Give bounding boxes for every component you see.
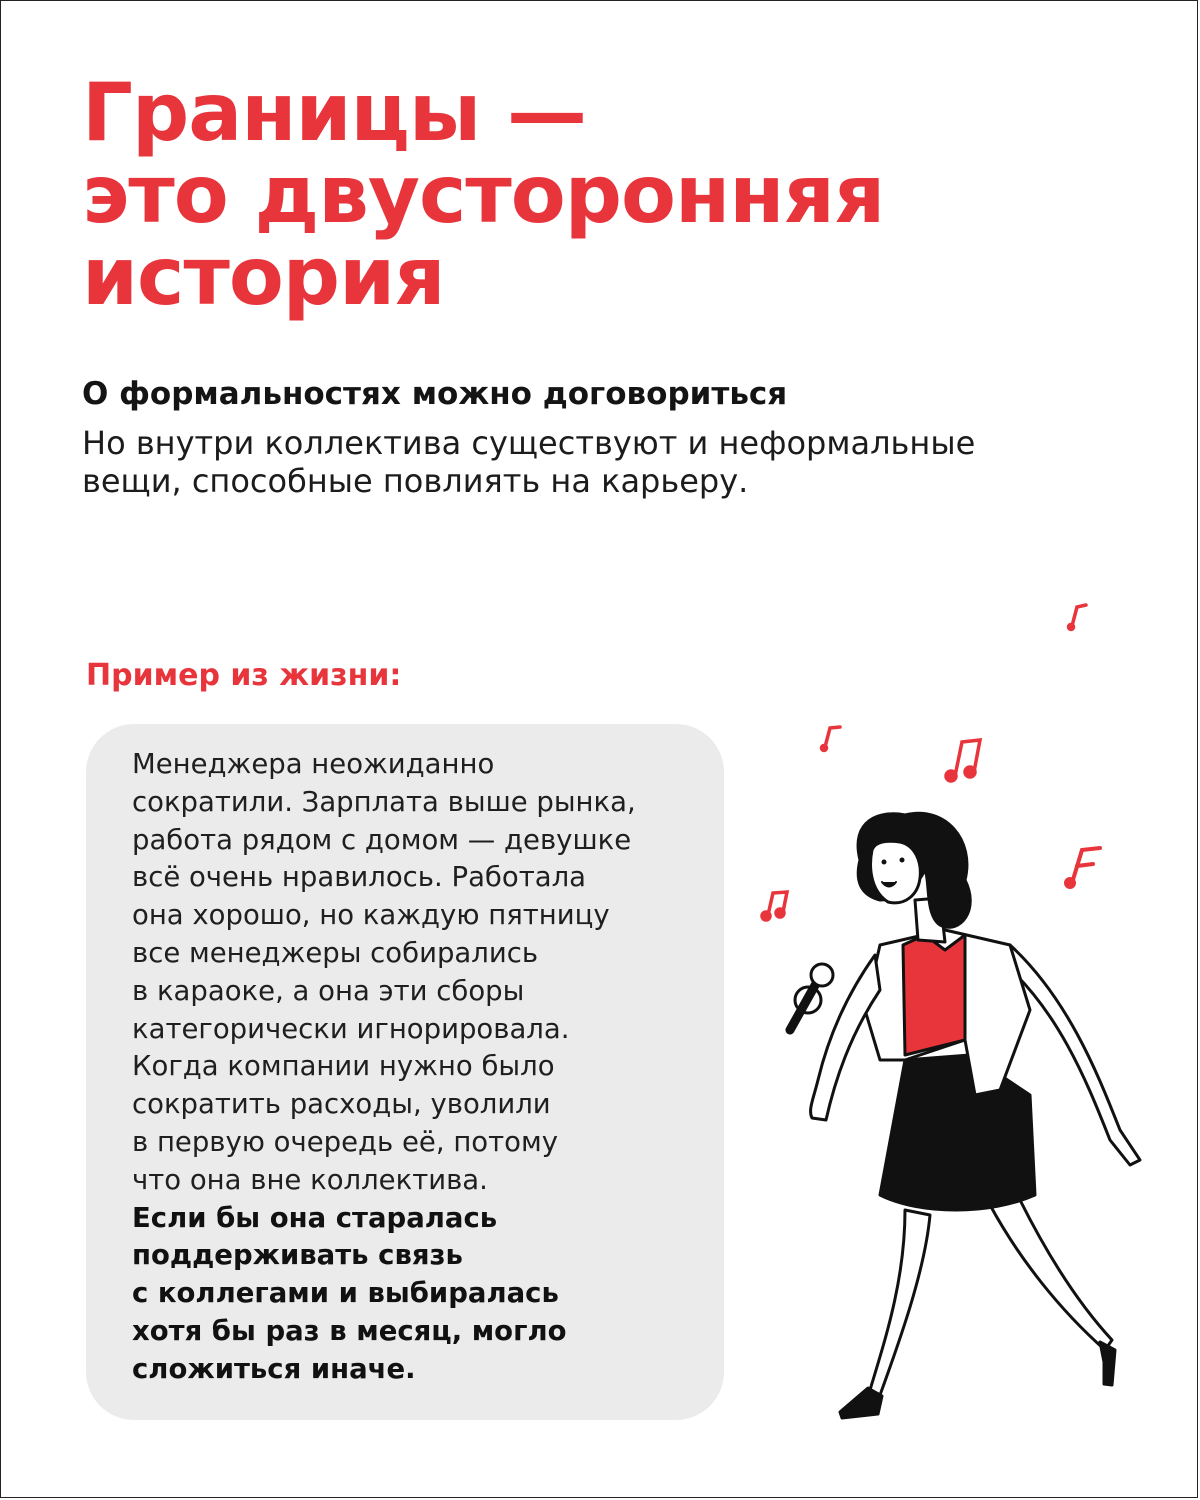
music-note-icon: [1066, 848, 1100, 887]
title-line: история: [82, 230, 445, 323]
story-line: категорически игнорировала.: [132, 1012, 570, 1045]
intro-line: вещи, способные повлиять на карьеру.: [82, 462, 749, 500]
story-conclusion-line: поддерживать связь: [132, 1239, 463, 1272]
woman-figure: [790, 813, 1140, 1418]
story-line: сократили. Зарплата выше рынка,: [132, 785, 636, 818]
music-note-icon: [1069, 605, 1087, 630]
story-conclusion-line: хотя бы раз в месяц, могло: [132, 1314, 567, 1347]
music-note-icon: [946, 740, 980, 781]
intro-text: [82, 424, 1082, 500]
story-conclusion-line: Если бы она старалась: [132, 1201, 498, 1234]
example-label: Пример из жизни:: [86, 658, 402, 693]
page-title: [82, 66, 1042, 323]
story-line: Когда компании нужно было: [132, 1050, 555, 1083]
title-line: Границы —: [82, 66, 587, 159]
story-line: что она вне коллектива.: [132, 1163, 488, 1196]
story-line: сократить расходы, уволили: [132, 1088, 551, 1121]
story-line: в первую очередь её, потому: [132, 1125, 558, 1158]
story-line: в караоке, а она эти сборы: [132, 974, 525, 1007]
story-line: она хорошо, но каждую пятницу: [132, 899, 610, 932]
story-line: работа рядом с домом — девушке: [132, 823, 632, 856]
story-line: всё очень нравилось. Работала: [132, 861, 587, 894]
story-line: Менеджера неожиданно: [132, 748, 495, 780]
story-text: [132, 746, 712, 1389]
story-conclusion-line: с коллегами и выбиралась: [132, 1277, 559, 1310]
story-conclusion-line: сложиться иначе.: [132, 1352, 416, 1385]
section-subtitle: О формальностях можно договориться: [82, 376, 788, 412]
intro-line: Но внутри коллектива существуют и неформальные: [82, 424, 976, 462]
woman-singing-karaoke-illustration: [740, 590, 1180, 1430]
music-note-icon: [822, 727, 841, 751]
title-line: это двусторонняя: [82, 148, 885, 241]
music-note-icon: [762, 892, 787, 920]
story-line: все менеджеры собирались: [132, 936, 539, 969]
